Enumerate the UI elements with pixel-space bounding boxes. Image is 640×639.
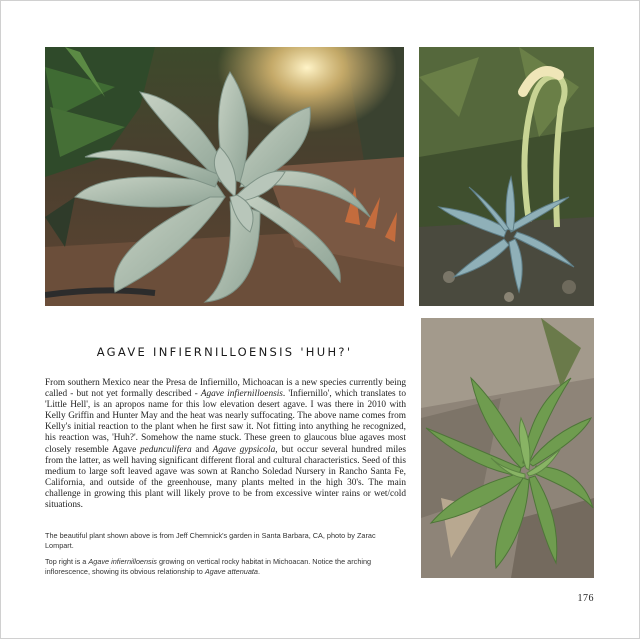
article-title: AGAVE INFIERNILLOENSIS 'HUH?' xyxy=(96,345,353,359)
photo-caption-topright xyxy=(45,557,406,577)
caption-text-c: growing on vertical rocky habitat in Michoacan. Notice the arching inflorescence, showing its obvious relationship to xyxy=(45,557,372,577)
body-text-1: From southern Mexico near the Presa de Infiernillo, Michoacan is a new species currently being called - but not yet formally described - xyxy=(45,378,406,400)
body-species-gypsicola: Agave gypsicola xyxy=(212,444,276,455)
body-text-4: , but occur several hundred miles from the latter, as well having significant different floral and cultural characteristics. Seed of this medium to large soft leaved agave was sown at Rancho Soledad Nursery in Rancho Santa Fe, California, and outside of the greenhouse, many plants melted in the high 30's. The main challenge in growing this plant will likely prove to be from excessive winter rains or wet/cold situations. xyxy=(45,444,406,511)
body-text-3: and xyxy=(191,444,213,455)
body-species-name: Agave infiernilloensis xyxy=(200,389,283,400)
caption-text-a: Top right is a xyxy=(45,557,89,566)
agave-rock-habitat-photo xyxy=(421,318,594,578)
photo-caption-main: The beautiful plant shown above is from Jeff Chemnick's garden in Santa Barbara, CA, photo by Zarac Lompart. xyxy=(45,531,376,551)
caption-species-attenuata: Agave attenuata xyxy=(204,567,258,577)
caption-text-e: . xyxy=(257,567,260,577)
caption-species-infiernilloensis: Agave infiernilloensis xyxy=(88,557,157,566)
article-body xyxy=(45,378,406,511)
page-number: 176 xyxy=(577,593,594,604)
agave-inflorescence-photo xyxy=(419,47,594,306)
body-species-pedunculifera: pedunculifera xyxy=(140,444,192,455)
body-text-2: . 'Infiernillo', which translates to 'Little Hell', is an apropos name for this low elevation desert agave. I was there in 2010 with Kelly Griffin and Hunter May and the heat was nearly suffocating. The above name comes from Kelly's initial reaction to the plant when he first saw it. Not fitting into anything he recognized, his reaction was, 'Huh?'. Somehow the name stuck. These green to glaucous blue agaves most closely resemble Agave xyxy=(45,389,406,455)
agave-garden-photo xyxy=(45,47,404,306)
